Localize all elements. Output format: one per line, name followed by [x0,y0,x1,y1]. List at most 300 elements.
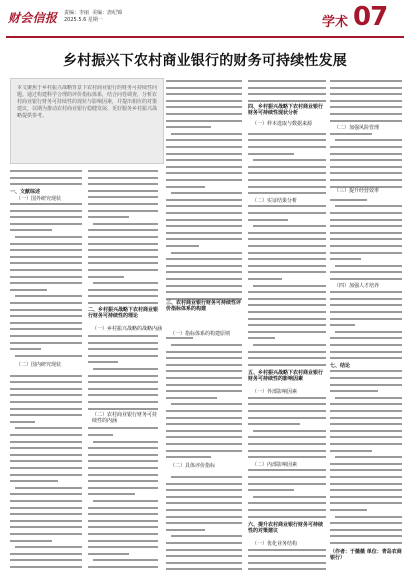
body-text-line [88,269,158,271]
body-text-line [10,309,82,311]
body-text-line [166,232,242,234]
body-text-line [166,456,211,458]
body-text-line [248,139,326,141]
body-text-line [88,533,158,535]
body-text-line [166,502,242,504]
body-text-line [248,410,326,412]
body-text-line [10,328,82,330]
body-text-line [10,342,82,344]
body-text-line [15,487,82,489]
body-text-line [10,460,82,462]
body-text-line [88,302,158,304]
body-text-line [166,87,242,89]
body-text-line [88,229,158,231]
body-text-line [248,179,326,181]
body-text-line [248,311,326,313]
section-heading-4: 四、乡村振兴战略下农村商业银行财务可持续性现状分析 [248,104,327,116]
body-text-line [330,318,402,320]
body-text-line [10,262,82,264]
subsection-heading-2-1: （一）乡村振兴战略的战略内涵 [92,326,163,332]
body-text-line [88,507,158,509]
body-text-line [10,540,52,542]
subsection-heading-6-3: （三）提升经营效率 [334,188,380,194]
body-text-line [248,186,326,188]
body-text-line [330,417,402,419]
body-text-line [330,436,402,438]
body-text-line [166,384,242,386]
body-text-line [88,256,158,258]
body-text-line [88,388,158,390]
text-column-5 [330,78,402,572]
body-text-line [248,397,326,399]
article-title: 乡村振兴下农村商业银行的财务可持续性发展 [63,53,347,69]
body-text-line [10,513,82,515]
body-text-line [171,252,242,254]
body-text-line [248,337,275,339]
body-text-line [15,295,82,297]
body-text-line [88,394,158,396]
body-text-line [166,186,205,188]
body-text-line [248,516,326,518]
body-text-line [88,243,158,245]
body-text-line [88,553,129,555]
body-text-line [330,87,402,89]
body-text-line [171,403,242,405]
body-text-line [248,166,326,168]
body-text-line [10,229,52,231]
body-text-line [10,526,82,528]
body-text-line [330,463,402,465]
body-text-line [166,258,242,260]
body-text-line [330,100,402,102]
section-heading-6: 六、提升农村商业银行财务可持续性的对策建议 [248,522,327,534]
page-number: 07 [353,2,388,32]
body-text-line [166,291,242,293]
body-text-line [166,549,242,551]
body-text-line [330,344,402,346]
body-text-line [10,203,82,205]
body-text-line [253,430,326,432]
body-text-line [10,388,82,390]
body-text-line [88,216,129,218]
body-text-line [248,436,326,438]
body-text-line [330,390,378,392]
body-text-line [248,100,326,102]
body-text-line [88,361,118,363]
body-text-line [330,496,402,498]
section-heading-7: 七、结论 [330,363,351,369]
subsection-heading-5-1: （一）外部影响因素 [252,389,298,395]
publication-meta: 责编：李丽 美编：唐纪锦 2025.5.6 星期一 [64,10,123,23]
body-text-line [166,436,242,438]
body-text-line [248,80,326,82]
body-text-line [10,408,82,410]
body-text-line [88,546,158,548]
body-text-line [248,423,300,425]
body-text-line [248,87,326,89]
body-text-line [330,403,402,405]
body-text-line [330,450,372,452]
body-text-line [166,555,242,557]
body-text-line [171,344,242,346]
body-text-line [166,106,242,108]
body-text-line [166,271,242,273]
body-text-line [330,106,402,108]
subsection-heading-3-1: （一）指标体系的构建原则 [170,331,231,337]
subsection-heading-2-2: （二）农村商业银行财务可持续性的内涵 [92,412,158,424]
body-text-line [171,133,242,135]
body-text-line [248,271,326,273]
body-text-line [10,170,82,172]
body-text-line [166,245,199,247]
body-text-line [166,542,242,544]
body-text-line [248,238,326,240]
body-text-line [88,262,158,264]
body-text-line [166,153,242,155]
body-text-line [330,212,402,214]
body-text-line [253,344,326,346]
body-text-line [88,210,158,212]
body-text-line [88,467,158,469]
body-text-line [88,348,158,350]
body-text-line [93,282,158,284]
body-text-line [10,474,82,476]
body-text-line [253,285,326,287]
body-text-line [166,529,205,531]
body-text-line [88,566,158,568]
body-text-line [166,120,242,122]
subsection-heading-4-2: （二）实证结果分析 [252,198,298,204]
subsection-heading-6-1: （一）优化业务结构 [252,541,298,547]
body-text-line [248,417,326,419]
body-text-line [166,423,242,425]
body-text-line [166,93,242,95]
body-text-line [166,351,242,353]
body-text-line [10,322,82,324]
body-text-line [166,166,242,168]
body-text-line [10,216,82,218]
text-column-4 [248,78,326,572]
body-text-line [166,205,242,207]
body-text-line [253,496,326,498]
body-text-line [330,304,402,306]
body-text-line [10,500,82,502]
body-text-line [166,172,242,174]
body-text-line [88,454,158,456]
body-text-line [330,238,402,240]
body-text-line [10,183,82,185]
body-text-line [93,500,158,502]
body-text-line [88,540,158,542]
body-text-line [248,192,326,194]
body-text-line [10,566,82,568]
body-text-line [88,408,158,410]
body-text-line [248,562,326,564]
body-text-line [166,199,242,201]
body-text-line [335,397,402,399]
body-text-line [248,450,326,452]
body-text-line [10,553,82,555]
subsection-heading-5-2: （二）内部影响因素 [252,462,298,468]
body-text-line [166,357,242,359]
body-text-line [248,555,326,557]
body-text-line [10,421,35,423]
body-text-line [88,493,135,495]
body-text-line [88,170,158,172]
section-heading-2: 二、乡村振兴战略下农村商业银行财务可持续性的理论 [88,307,159,319]
body-text-line [15,546,82,548]
body-text-line [248,133,326,135]
body-text-line [166,562,242,564]
body-text-line [335,456,402,458]
body-text-line [88,295,158,297]
body-text-line [166,417,242,419]
body-text-line [330,113,402,115]
body-text-line [248,364,326,366]
body-text-line [248,489,294,491]
body-text-line [330,133,372,135]
body-text-line [10,507,82,509]
body-text-line [330,291,402,293]
body-text-line [166,450,242,452]
body-text-line [248,252,326,254]
body-text-line [166,212,242,214]
body-text-line [330,502,402,504]
text-column-1 [10,168,82,572]
body-text-line [330,225,402,227]
body-text-line [248,476,326,478]
body-text-line [335,331,402,333]
masthead-rule [6,36,404,38]
body-text-line [166,285,242,287]
body-text-line [166,483,242,485]
body-text-line [330,337,402,339]
body-text-line [166,126,211,128]
body-text-line [330,529,402,531]
body-text-line [330,271,402,273]
subsection-heading-6-2: （二）加强风险管理 [334,125,380,131]
body-text-line [10,243,82,245]
body-text-line [166,159,242,161]
body-text-line [330,324,355,326]
body-text-line [166,568,242,570]
body-text-line [88,381,158,383]
body-text-line [248,483,326,485]
body-text-line [248,357,326,359]
body-text-line [166,516,242,518]
body-text-line [10,335,82,337]
body-text-line [330,245,402,247]
body-text-line [330,232,402,234]
body-text-line [330,311,402,313]
body-text-line [166,370,242,372]
body-text-line [10,375,82,377]
body-text-line [88,190,158,192]
body-text-line [330,219,402,221]
body-text-line [10,454,82,456]
body-text-line [248,291,326,293]
body-text-line [166,397,217,399]
body-text-line [10,315,82,317]
body-text-line [166,100,242,102]
body-text-line [166,522,242,524]
body-text-line [248,245,326,247]
body-text-line [166,496,242,498]
body-text-line [330,351,402,353]
body-text-line [10,289,47,291]
body-text-line [166,225,242,227]
body-text-line [10,256,82,258]
body-text-line [10,520,82,522]
body-text-line [248,153,294,155]
body-text-line [10,434,82,436]
body-text-line [166,337,193,339]
body-text-line [248,172,326,174]
body-text-line [166,443,242,445]
body-text-line [10,177,82,179]
body-text-line [88,249,158,251]
body-text-line [10,480,58,482]
body-text-line [248,304,326,306]
body-text-line [10,447,82,449]
body-text-line [248,232,326,234]
subsection-heading-6-4: （四）加强人才培养 [334,283,380,289]
body-text-line [93,223,158,225]
body-text-line [88,526,158,528]
body-text-line [166,139,242,141]
body-text-line [330,357,402,359]
section-name: 学术 [322,15,349,30]
body-text-line [330,443,402,445]
body-text-line [330,542,402,544]
body-text-line [93,368,158,370]
body-text-line [248,324,326,326]
body-text-line [15,427,82,429]
body-text-line [248,298,326,300]
body-text-line [88,335,158,337]
body-text-line [330,159,402,161]
body-text-line [88,401,158,403]
body-text-line [88,487,158,489]
body-text-line [330,476,402,478]
body-text-line [171,192,242,194]
body-text-line [253,159,326,161]
body-text-line [248,258,326,260]
section-heading-5: 五、乡村振兴战略下农村商业银行财务可持续性的影响因素 [248,370,327,382]
body-text-line [10,381,82,383]
body-text-line [166,179,242,181]
body-text-line [88,520,158,522]
body-text-line [88,474,158,476]
newspaper-logo: 财会信报 [8,11,58,25]
body-text-line [166,238,242,240]
body-text-line [88,203,158,205]
body-text-line [166,80,242,82]
body-text-line [330,430,402,432]
body-text-line [166,113,242,115]
body-text-line [335,265,402,267]
body-text-line [330,384,402,386]
body-text-line [88,276,124,278]
body-text-line [166,364,242,366]
body-text-line [10,467,82,469]
body-text-line [166,430,242,432]
body-text-line [248,509,326,511]
body-text-line [335,205,402,207]
masthead [0,0,410,40]
body-text-line [10,276,82,278]
body-text-line [330,370,402,372]
body-text-line [10,559,82,561]
body-text-line [88,183,158,185]
body-text-line [10,441,82,443]
body-text-line [171,535,242,537]
body-text-line [15,355,82,357]
body-text-line [88,375,158,377]
body-text-line [166,278,242,280]
body-text-line [88,289,158,291]
body-text-line [171,476,242,478]
body-text-line [166,219,242,221]
body-text-line [330,535,402,537]
body-text-line [248,318,326,320]
body-text-line [330,252,402,254]
body-text-line [166,410,242,412]
body-text-line [10,282,82,284]
body-text-line [88,196,158,198]
body-text-line [88,177,158,179]
body-text-line [330,410,402,412]
body-text-line [15,236,82,238]
body-text-line [88,447,158,449]
body-text-line [10,394,82,396]
body-text-line [330,93,402,95]
body-text-line [248,212,326,214]
body-text-line [248,146,326,148]
subsection-heading-4-1: （一）样本选取与数据来源 [252,121,313,127]
body-text-line [330,469,402,471]
author-byline: （作者：于薇薇 单位：青岛农商银行） [330,549,402,561]
abstract-text: 本文聚焦于乡村振兴战略背景下农村商业银行的财务可持续性问题。通过构建科学合理的评价指标体系，结合问卷调查，分析农村商业银行财务可持续性的现状与影响因素，并提出相应的对策建议，以期为推动农村商业银行稳健发展、更好服务乡村振兴战略提供参考。 [17,85,157,119]
subsection-heading-1-1: （一）国外研究现状 [16,196,62,202]
body-text-line [248,331,326,333]
body-text-line [330,423,402,425]
body-text-line [248,93,326,95]
body-text-line [248,351,326,353]
body-text-line [166,489,242,491]
body-text-line [88,480,158,482]
body-text-line [330,120,402,122]
body-text-line [10,348,41,350]
body-text-line [166,265,242,267]
body-text-line [10,210,82,212]
subsection-heading-3-2: （二）具体评价指标 [170,463,216,469]
body-text-line [330,166,402,168]
text-column-3 [166,78,242,572]
body-text-line [10,493,82,495]
body-text-line [330,199,367,201]
body-text-line [88,434,113,436]
body-text-line [330,509,367,511]
abstract-box [10,78,164,164]
body-text-line [330,146,402,148]
body-text-line [248,265,326,267]
body-text-line [93,441,158,443]
body-text-line [88,460,158,462]
body-text-line [330,172,402,174]
section-heading-1: 一、文献综述 [10,189,41,195]
body-text-line [335,516,402,518]
